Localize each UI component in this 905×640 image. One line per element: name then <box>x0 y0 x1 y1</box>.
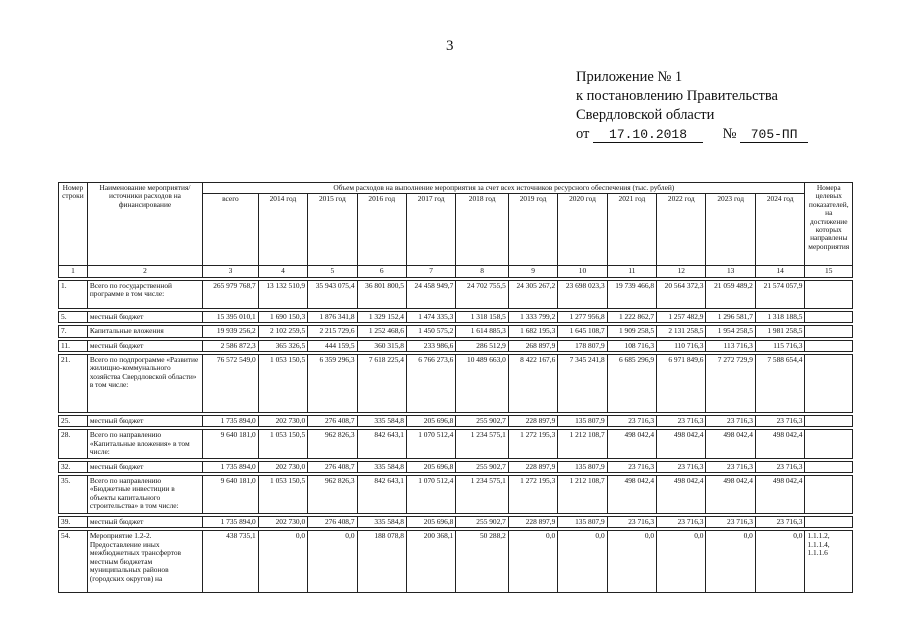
row-value: 6 685 296,9 <box>607 355 656 413</box>
row-value: 35 943 075,4 <box>308 280 357 308</box>
header-year: 2022 год <box>657 194 706 266</box>
table-body <box>59 277 853 593</box>
row-value: 20 564 372,3 <box>657 280 706 308</box>
row-value: 276 408,7 <box>308 416 357 427</box>
row-number: 39. <box>59 517 88 528</box>
decree-number: 705-ПП <box>740 128 808 143</box>
row-value: 202 730,0 <box>258 416 307 427</box>
row-value: 962 826,3 <box>308 476 357 514</box>
header-column-index: 10 <box>558 266 607 277</box>
header-year: 2019 год <box>508 194 557 266</box>
row-value: 265 979 768,7 <box>203 280 259 308</box>
row-number: 11. <box>59 340 88 351</box>
row-value: 1 252 468,6 <box>357 326 406 337</box>
row-value: 23 716,3 <box>657 461 706 472</box>
header-targets: Номера целевых показателей, на достижение которых направлены мероприятия <box>805 183 853 266</box>
row-value: 1 735 894,0 <box>203 517 259 528</box>
row-value: 255 902,7 <box>456 461 509 472</box>
header-row-1 <box>59 183 853 194</box>
row-value: 21 574 057,9 <box>755 280 805 308</box>
row-value: 200 368,1 <box>406 531 455 593</box>
row-value: 335 584,8 <box>357 416 406 427</box>
row-value: 202 730,0 <box>258 461 307 472</box>
row-value: 13 132 510,9 <box>258 280 307 308</box>
row-value: 36 801 800,5 <box>357 280 406 308</box>
row-value: 7 588 654,4 <box>755 355 805 413</box>
row-value: 0,0 <box>308 531 357 593</box>
row-value: 335 584,8 <box>357 461 406 472</box>
row-value: 24 702 755,5 <box>456 280 509 308</box>
row-value: 1 645 108,7 <box>558 326 607 337</box>
row-value: 23 716,3 <box>607 416 656 427</box>
appendix-line-3: Свердловской области <box>576 107 715 123</box>
row-name: Всего по направлению «Капитальные вложения» в том числе: <box>87 430 202 458</box>
table-row <box>59 476 853 514</box>
row-value: 1 329 152,4 <box>357 311 406 322</box>
row-value: 498 042,4 <box>607 476 656 514</box>
row-targets <box>805 311 853 322</box>
row-value: 1 070 512,4 <box>406 430 455 458</box>
header-year: 2016 год <box>357 194 406 266</box>
row-value: 19 739 466,8 <box>607 280 656 308</box>
row-value: 268 897,9 <box>508 340 557 351</box>
row-value: 23 716,3 <box>706 416 755 427</box>
header-column-index: 2 <box>87 266 202 277</box>
row-value: 2 215 729,6 <box>308 326 357 337</box>
row-value: 23 698 023,3 <box>558 280 607 308</box>
row-value: 108 716,3 <box>607 340 656 351</box>
table-row <box>59 416 853 427</box>
header-column-index: 13 <box>706 266 755 277</box>
row-value: 286 512,9 <box>456 340 509 351</box>
table-row <box>59 461 853 472</box>
row-value: 110 716,3 <box>657 340 706 351</box>
header-column-index: 7 <box>406 266 455 277</box>
row-value: 365 326,5 <box>258 340 307 351</box>
row-value: 228 897,9 <box>508 517 557 528</box>
row-value: 0,0 <box>755 531 805 593</box>
row-targets <box>805 280 853 308</box>
row-value: 135 807,9 <box>558 461 607 472</box>
row-value: 1 682 195,3 <box>508 326 557 337</box>
row-name: Всего по подпрограмме «Развитие жилищно-коммунального хозяйства Свердловской области» в том числе: <box>87 355 202 413</box>
appendix-header <box>576 68 808 144</box>
row-value: 1 876 341,8 <box>308 311 357 322</box>
row-value: 19 939 256,2 <box>203 326 259 337</box>
row-value: 498 042,4 <box>657 430 706 458</box>
row-name: местный бюджет <box>87 517 202 528</box>
number-prefix: № <box>722 126 737 142</box>
row-value: 0,0 <box>508 531 557 593</box>
row-value: 1 474 335,3 <box>406 311 455 322</box>
row-value: 24 458 949,7 <box>406 280 455 308</box>
row-value: 335 584,8 <box>357 517 406 528</box>
header-year: 2014 год <box>258 194 307 266</box>
row-value: 6 766 273,6 <box>406 355 455 413</box>
header-column-index: 12 <box>657 266 706 277</box>
header-column-index: 4 <box>258 266 307 277</box>
row-value: 7 345 241,8 <box>558 355 607 413</box>
row-value: 0,0 <box>558 531 607 593</box>
row-value: 498 042,4 <box>657 476 706 514</box>
row-value: 1 690 150,3 <box>258 311 307 322</box>
header-column-index: 1 <box>59 266 88 277</box>
row-value: 1 053 150,5 <box>258 355 307 413</box>
row-value: 15 395 010,1 <box>203 311 259 322</box>
row-number: 35. <box>59 476 88 514</box>
expenditure-table <box>58 182 853 593</box>
row-name: Всего по государственной программе в том числе: <box>87 280 202 308</box>
row-value: 1 296 581,7 <box>706 311 755 322</box>
header-column-index: 15 <box>805 266 853 277</box>
row-value: 23 716,3 <box>706 517 755 528</box>
row-value: 1 735 894,0 <box>203 461 259 472</box>
appendix-line-2: к постановлению Правительства <box>576 88 778 104</box>
row-name: Капитальные вложения <box>87 326 202 337</box>
row-value: 1 614 885,3 <box>456 326 509 337</box>
row-number: 7. <box>59 326 88 337</box>
row-value: 438 735,1 <box>203 531 259 593</box>
row-value: 255 902,7 <box>456 416 509 427</box>
row-value: 24 305 267,2 <box>508 280 557 308</box>
row-value: 113 716,3 <box>706 340 755 351</box>
row-value: 202 730,0 <box>258 517 307 528</box>
row-targets <box>805 461 853 472</box>
header-column-index: 8 <box>456 266 509 277</box>
row-targets <box>805 430 853 458</box>
decree-date: 17.10.2018 <box>593 128 703 143</box>
row-value: 1 222 862,7 <box>607 311 656 322</box>
row-number: 54. <box>59 531 88 593</box>
table-row <box>59 355 853 413</box>
row-name: местный бюджет <box>87 340 202 351</box>
row-value: 2 102 259,5 <box>258 326 307 337</box>
header-column-index: 9 <box>508 266 557 277</box>
row-value: 115 716,3 <box>755 340 805 351</box>
row-value: 498 042,4 <box>706 476 755 514</box>
row-value: 1 909 258,5 <box>607 326 656 337</box>
page-number: 3 <box>446 38 454 54</box>
row-value: 1 070 512,4 <box>406 476 455 514</box>
row-value: 842 643,1 <box>357 430 406 458</box>
row-value: 842 643,1 <box>357 476 406 514</box>
row-value: 360 315,8 <box>357 340 406 351</box>
header-volume-group: Объем расходов на выполнение мероприятия за счет всех источников ресурсного обеспечения (тыс. рублей) <box>203 183 805 194</box>
row-value: 962 826,3 <box>308 430 357 458</box>
row-value: 228 897,9 <box>508 461 557 472</box>
row-value: 0,0 <box>706 531 755 593</box>
table-row <box>59 326 853 337</box>
row-value: 6 971 849,6 <box>657 355 706 413</box>
row-value: 1 212 108,7 <box>558 476 607 514</box>
row-value: 23 716,3 <box>755 517 805 528</box>
row-value: 23 716,3 <box>755 461 805 472</box>
header-column-index: 5 <box>308 266 357 277</box>
row-value: 1 257 482,9 <box>657 311 706 322</box>
header-year: 2017 год <box>406 194 455 266</box>
header-year: 2018 год <box>456 194 509 266</box>
row-value: 276 408,7 <box>308 517 357 528</box>
row-value: 228 897,9 <box>508 416 557 427</box>
appendix-title: Приложение № 1 <box>576 69 683 85</box>
row-value: 178 807,9 <box>558 340 607 351</box>
row-value: 23 716,3 <box>657 517 706 528</box>
row-value: 1 234 575,1 <box>456 476 509 514</box>
row-value: 10 489 663,0 <box>456 355 509 413</box>
row-value: 1 318 188,5 <box>755 311 805 322</box>
row-value: 498 042,4 <box>755 430 805 458</box>
header-column-index: 11 <box>607 266 656 277</box>
row-targets <box>805 476 853 514</box>
row-targets <box>805 517 853 528</box>
row-value: 1 981 258,5 <box>755 326 805 337</box>
row-value: 205 696,8 <box>406 416 455 427</box>
row-value: 23 716,3 <box>607 517 656 528</box>
row-number: 1. <box>59 280 88 308</box>
row-name: Мероприятие 1.2-2. Предоставление иных межбюджетных трансфертов местным бюджетам муниципальных районов (городских округов) на <box>87 531 202 593</box>
table-row <box>59 311 853 322</box>
row-number: 32. <box>59 461 88 472</box>
header-year: 2015 год <box>308 194 357 266</box>
header-year: 2020 год <box>558 194 607 266</box>
row-value: 188 078,8 <box>357 531 406 593</box>
row-value: 205 696,8 <box>406 517 455 528</box>
header-column-index: 3 <box>203 266 259 277</box>
row-value: 255 902,7 <box>456 517 509 528</box>
table-row <box>59 430 853 458</box>
header-name: Наименование мероприятия/ источники расходов на финансирование <box>87 183 202 266</box>
row-name: местный бюджет <box>87 311 202 322</box>
row-value: 76 572 549,0 <box>203 355 259 413</box>
row-value: 0,0 <box>657 531 706 593</box>
row-value: 1 272 195,3 <box>508 430 557 458</box>
row-value: 0,0 <box>607 531 656 593</box>
appendix-date-line <box>576 125 808 144</box>
row-number: 5. <box>59 311 88 322</box>
row-value: 1 333 799,2 <box>508 311 557 322</box>
row-value: 1 318 158,5 <box>456 311 509 322</box>
row-value: 2 586 872,3 <box>203 340 259 351</box>
table-row <box>59 531 853 593</box>
header-column-index: 6 <box>357 266 406 277</box>
row-targets <box>805 340 853 351</box>
row-value: 9 640 181,0 <box>203 476 259 514</box>
row-value: 1 277 956,8 <box>558 311 607 322</box>
row-targets <box>805 355 853 413</box>
row-value: 7 272 729,9 <box>706 355 755 413</box>
row-value: 498 042,4 <box>706 430 755 458</box>
row-value: 23 716,3 <box>607 461 656 472</box>
row-value: 23 716,3 <box>706 461 755 472</box>
row-value: 498 042,4 <box>755 476 805 514</box>
row-value: 1 053 150,5 <box>258 430 307 458</box>
row-value: 50 288,2 <box>456 531 509 593</box>
row-value: 2 131 258,5 <box>657 326 706 337</box>
row-value: 6 359 296,3 <box>308 355 357 413</box>
header-index-row <box>59 266 853 277</box>
header-year: 2021 год <box>607 194 656 266</box>
row-name: местный бюджет <box>87 416 202 427</box>
row-value: 205 696,8 <box>406 461 455 472</box>
row-value: 1 450 575,2 <box>406 326 455 337</box>
row-value: 23 716,3 <box>755 416 805 427</box>
row-value: 21 059 489,2 <box>706 280 755 308</box>
row-value: 1 234 575,1 <box>456 430 509 458</box>
row-name: местный бюджет <box>87 461 202 472</box>
table-row <box>59 340 853 351</box>
row-value: 1 735 894,0 <box>203 416 259 427</box>
row-value: 233 986,6 <box>406 340 455 351</box>
header-column-index: 14 <box>755 266 805 277</box>
table-row <box>59 280 853 308</box>
row-value: 9 640 181,0 <box>203 430 259 458</box>
row-number: 25. <box>59 416 88 427</box>
row-targets <box>805 416 853 427</box>
row-value: 1 212 108,7 <box>558 430 607 458</box>
row-value: 135 807,9 <box>558 416 607 427</box>
row-name: Всего по направлению «Бюджетные инвестиции в объекты капитального строительства» в том числе: <box>87 476 202 514</box>
date-prefix: от <box>576 126 590 142</box>
header-year: всего <box>203 194 259 266</box>
row-number: 21. <box>59 355 88 413</box>
row-value: 135 807,9 <box>558 517 607 528</box>
header-year: 2024 год <box>755 194 805 266</box>
row-value: 276 408,7 <box>308 461 357 472</box>
row-value: 0,0 <box>258 531 307 593</box>
row-value: 7 618 225,4 <box>357 355 406 413</box>
row-value: 444 159,5 <box>308 340 357 351</box>
header-year: 2023 год <box>706 194 755 266</box>
row-targets <box>805 326 853 337</box>
header-row-number: Номер строки <box>59 183 88 266</box>
row-value: 498 042,4 <box>607 430 656 458</box>
table-row <box>59 517 853 528</box>
row-targets: 1.1.1.2, 1.1.1.4, 1.1.1.6 <box>805 531 853 593</box>
row-value: 1 954 258,5 <box>706 326 755 337</box>
row-value: 1 053 150,5 <box>258 476 307 514</box>
row-value: 23 716,3 <box>657 416 706 427</box>
row-number: 28. <box>59 430 88 458</box>
row-value: 1 272 195,3 <box>508 476 557 514</box>
row-value: 8 422 167,6 <box>508 355 557 413</box>
